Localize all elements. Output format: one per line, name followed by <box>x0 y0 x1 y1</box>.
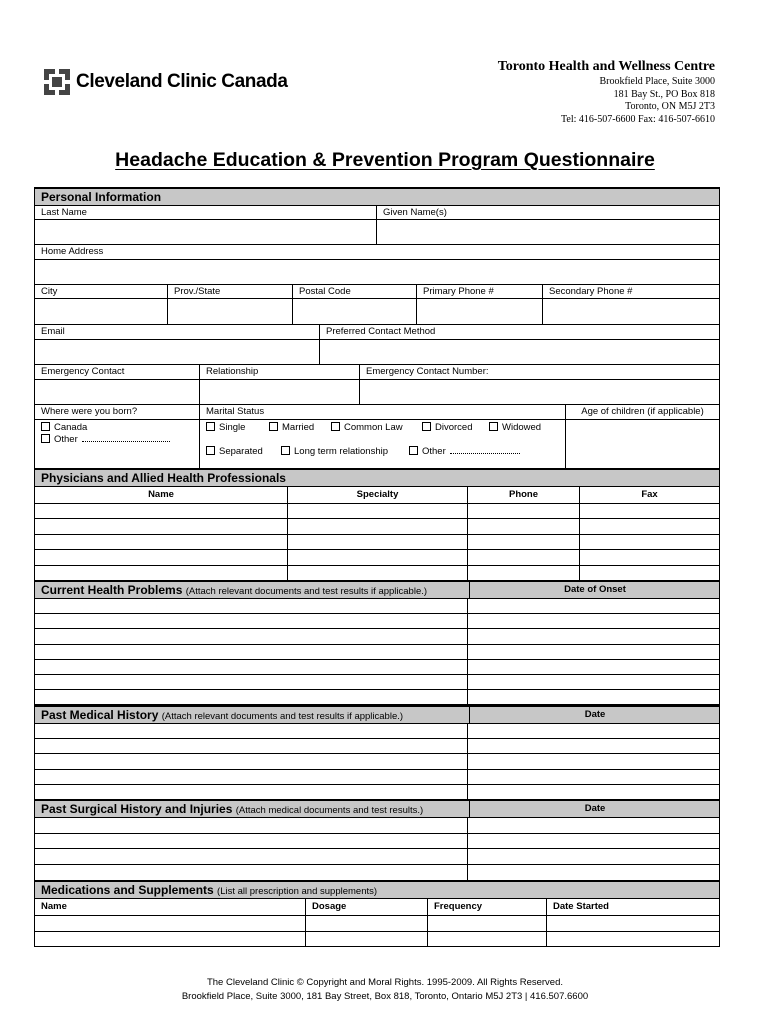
form-row-cell[interactable] <box>546 931 720 948</box>
form-row-cell[interactable] <box>305 931 428 948</box>
form-row-cell[interactable] <box>34 833 468 850</box>
section-title <box>41 883 377 897</box>
form-row-cell[interactable] <box>467 659 720 675</box>
marital-single-option[interactable] <box>206 422 245 434</box>
medication-frequency-header: Frequency <box>427 898 547 916</box>
city-field[interactable] <box>34 298 168 325</box>
primary-phone-field[interactable] <box>416 298 543 325</box>
form-row-cell[interactable] <box>467 598 720 614</box>
form-row-cell[interactable] <box>467 848 720 865</box>
city-label: City <box>34 284 168 299</box>
prov-state-field[interactable] <box>167 298 293 325</box>
phone-fax-line: Tel: 416-507-6600 Fax: 416-507-6610 <box>560 113 715 125</box>
document-title: Headache Education & Prevention Program Questionnaire <box>115 149 655 171</box>
centre-address-block <box>395 58 715 126</box>
address-line: Toronto, ON M5J 2T3 <box>625 101 715 112</box>
past-medical-heading <box>34 705 720 724</box>
relationship-label: Relationship <box>199 364 360 380</box>
form-row-cell[interactable] <box>467 534 580 550</box>
emergency-number-label: Emergency Contact Number: <box>359 364 720 380</box>
footer-copyright: The Cleveland Clinic © Copyright and Moral Rights. 1995-2009. All Rights Reserved. <box>206 977 564 988</box>
form-row-cell[interactable] <box>305 915 428 932</box>
given-names-field[interactable] <box>376 219 720 245</box>
checkbox-icon[interactable] <box>422 422 431 431</box>
postal-code-label: Postal Code <box>292 284 417 299</box>
marital-other-option[interactable] <box>409 446 520 458</box>
form-row-cell[interactable] <box>34 503 288 519</box>
emergency-number-field[interactable] <box>359 379 720 405</box>
date-of-onset-header: Date of Onset <box>469 582 720 599</box>
other-fill-line[interactable] <box>82 434 170 442</box>
form-row-cell[interactable] <box>34 769 468 785</box>
form-row-cell[interactable] <box>287 549 468 565</box>
section-title-text: Past Surgical History and Injuries <box>41 802 233 816</box>
option-label: Divorced <box>435 422 473 433</box>
option-label: Long term relationship <box>294 446 388 457</box>
section-title <box>41 802 423 816</box>
other-fill-line[interactable] <box>450 446 520 454</box>
form-row-cell[interactable] <box>467 674 720 690</box>
physicians-heading <box>34 468 720 487</box>
emergency-contact-field[interactable] <box>34 379 200 405</box>
section-title: Personal Information <box>41 190 162 204</box>
option-label: Common Law <box>344 422 403 433</box>
email-label: Email <box>34 324 320 340</box>
checkbox-icon[interactable] <box>206 446 215 455</box>
option-label: Separated <box>219 446 263 457</box>
marital-options-cell <box>199 419 566 469</box>
address-line: 181 Bay St., PO Box 818 <box>613 88 715 100</box>
email-field[interactable] <box>34 339 320 365</box>
marital-married-option[interactable] <box>269 422 314 434</box>
form-row-cell[interactable] <box>34 738 468 754</box>
primary-phone-label: Primary Phone # <box>416 284 543 299</box>
form-row-cell[interactable] <box>579 518 720 534</box>
preferred-contact-field[interactable] <box>319 339 720 365</box>
form-row-cell[interactable] <box>467 769 720 785</box>
form-row-cell[interactable] <box>34 613 468 629</box>
physician-fax-header: Fax <box>579 486 720 504</box>
form-row-cell[interactable] <box>34 674 468 690</box>
prov-state-label: Prov./State <box>167 284 293 299</box>
born-options-cell <box>34 419 200 469</box>
relationship-field[interactable] <box>199 379 360 405</box>
section-note: (List all prescription and supplements) <box>217 886 378 897</box>
medication-name-header: Name <box>34 898 306 916</box>
centre-name: Toronto Health and Wellness Centre <box>497 59 715 74</box>
last-name-label: Last Name <box>34 205 377 220</box>
form-row-cell[interactable] <box>34 753 468 769</box>
form-row-cell[interactable] <box>467 738 720 754</box>
born-other-option[interactable] <box>41 434 170 446</box>
medical-date-header: Date <box>469 707 720 724</box>
current-health-heading <box>34 580 720 599</box>
section-title <box>41 583 427 597</box>
checkbox-icon[interactable] <box>489 422 498 431</box>
option-label: Married <box>282 422 315 433</box>
surgical-date-header: Date <box>469 801 720 818</box>
preferred-contact-label: Preferred Contact Method <box>319 324 720 340</box>
secondary-phone-field[interactable] <box>542 298 720 325</box>
medications-heading <box>34 880 720 899</box>
form-row-cell[interactable] <box>34 689 468 705</box>
age-children-label: Age of children (if applicable) <box>565 404 720 420</box>
form-row-cell[interactable] <box>467 518 580 534</box>
marital-separated-option[interactable] <box>206 446 263 458</box>
checkbox-icon[interactable] <box>281 446 290 455</box>
form-row-cell[interactable] <box>287 503 468 519</box>
form-row-cell[interactable] <box>34 534 288 550</box>
section-note: (Attach relevant documents and test results if applicable.) <box>185 586 428 597</box>
form-row-cell[interactable] <box>467 864 720 881</box>
form-row-cell[interactable] <box>467 613 720 629</box>
personal-information-heading <box>34 187 720 206</box>
option-label: Canada <box>54 422 88 433</box>
form-row-cell[interactable] <box>427 915 547 932</box>
section-title: Physicians and Allied Health Professionals <box>41 471 286 485</box>
form-row-cell[interactable] <box>34 817 468 834</box>
form-row-cell[interactable] <box>34 565 288 581</box>
born-label: Where were you born? <box>34 404 200 420</box>
cleveland-clinic-logo-icon <box>44 69 70 95</box>
home-address-field[interactable] <box>34 259 720 285</box>
option-label: Widowed <box>502 422 542 433</box>
form-row-cell[interactable] <box>546 915 720 932</box>
form-row-cell[interactable] <box>34 864 468 881</box>
section-note: (Attach medical documents and test results.) <box>235 805 424 816</box>
checkbox-icon[interactable] <box>41 434 50 443</box>
option-label: Other <box>54 434 78 445</box>
secondary-phone-label: Secondary Phone # <box>542 284 720 299</box>
checkbox-icon[interactable] <box>409 446 418 455</box>
form-row-cell[interactable] <box>467 549 580 565</box>
postal-code-field[interactable] <box>292 298 417 325</box>
form-row-cell[interactable] <box>34 549 288 565</box>
marital-divorced-option[interactable] <box>422 422 473 434</box>
checkbox-icon[interactable] <box>331 422 340 431</box>
form-row-cell[interactable] <box>34 644 468 660</box>
logo-text: Cleveland Clinic Canada <box>76 71 288 92</box>
section-title <box>41 708 403 722</box>
form-row-cell[interactable] <box>467 817 720 834</box>
section-title-text: Past Medical History <box>41 708 159 722</box>
form-row-cell[interactable] <box>579 503 720 519</box>
form-row-cell[interactable] <box>34 848 468 865</box>
form-row-cell[interactable] <box>34 518 288 534</box>
physician-name-header: Name <box>34 486 288 504</box>
form-row-cell[interactable] <box>287 565 468 581</box>
checkbox-icon[interactable] <box>269 422 278 431</box>
form-row-cell[interactable] <box>467 565 580 581</box>
checkbox-icon[interactable] <box>41 422 50 431</box>
option-label: Single <box>219 422 246 433</box>
form-row-cell[interactable] <box>579 565 720 581</box>
form-row-cell[interactable] <box>34 915 306 932</box>
physician-phone-header: Phone <box>467 486 580 504</box>
section-note: (Attach relevant documents and test results if applicable.) <box>161 711 404 722</box>
marital-long-term-option[interactable] <box>281 446 388 458</box>
form-row-cell[interactable] <box>467 833 720 850</box>
home-address-label: Home Address <box>34 244 720 260</box>
form-row-cell[interactable] <box>34 784 468 800</box>
age-children-field[interactable] <box>565 419 720 469</box>
medication-date-started-header: Date Started <box>546 898 720 916</box>
given-names-label: Given Name(s) <box>376 205 720 220</box>
checkbox-icon[interactable] <box>206 422 215 431</box>
form-row-cell[interactable] <box>467 503 580 519</box>
medication-dosage-header: Dosage <box>305 898 428 916</box>
physician-specialty-header: Specialty <box>287 486 468 504</box>
address-line: Brookfield Place, Suite 3000 <box>599 76 715 87</box>
form-row-cell[interactable] <box>34 659 468 675</box>
form-row-cell[interactable] <box>579 549 720 565</box>
marital-common-law-option[interactable] <box>331 422 403 434</box>
form-row-cell[interactable] <box>467 644 720 660</box>
past-surgical-heading <box>34 799 720 818</box>
born-canada-option[interactable] <box>41 422 87 434</box>
form-row-cell[interactable] <box>427 931 547 948</box>
form-row-cell[interactable] <box>287 518 468 534</box>
form-row-cell[interactable] <box>467 723 720 739</box>
marital-widowed-option[interactable] <box>489 422 541 434</box>
form-row-cell[interactable] <box>467 628 720 644</box>
form-row-cell[interactable] <box>34 931 306 948</box>
last-name-field[interactable] <box>34 219 377 245</box>
form-row-cell[interactable] <box>467 784 720 800</box>
form-row-cell[interactable] <box>34 723 468 739</box>
section-title-text: Current Health Problems <box>41 583 183 597</box>
form-row-cell[interactable] <box>467 753 720 769</box>
form-row-cell[interactable] <box>467 689 720 705</box>
emergency-contact-label: Emergency Contact <box>34 364 200 380</box>
section-title-text: Medications and Supplements <box>41 883 214 897</box>
form-row-cell[interactable] <box>287 534 468 550</box>
form-row-cell[interactable] <box>34 628 468 644</box>
marital-status-label: Marital Status <box>199 404 566 420</box>
form-row-cell[interactable] <box>34 598 468 614</box>
option-label: Other <box>422 446 446 457</box>
form-row-cell[interactable] <box>579 534 720 550</box>
footer-address: Brookfield Place, Suite 3000, 181 Bay Street, Box 818, Toronto, Ontario M5J 2T3 | 416.507.6600 <box>181 991 589 1002</box>
